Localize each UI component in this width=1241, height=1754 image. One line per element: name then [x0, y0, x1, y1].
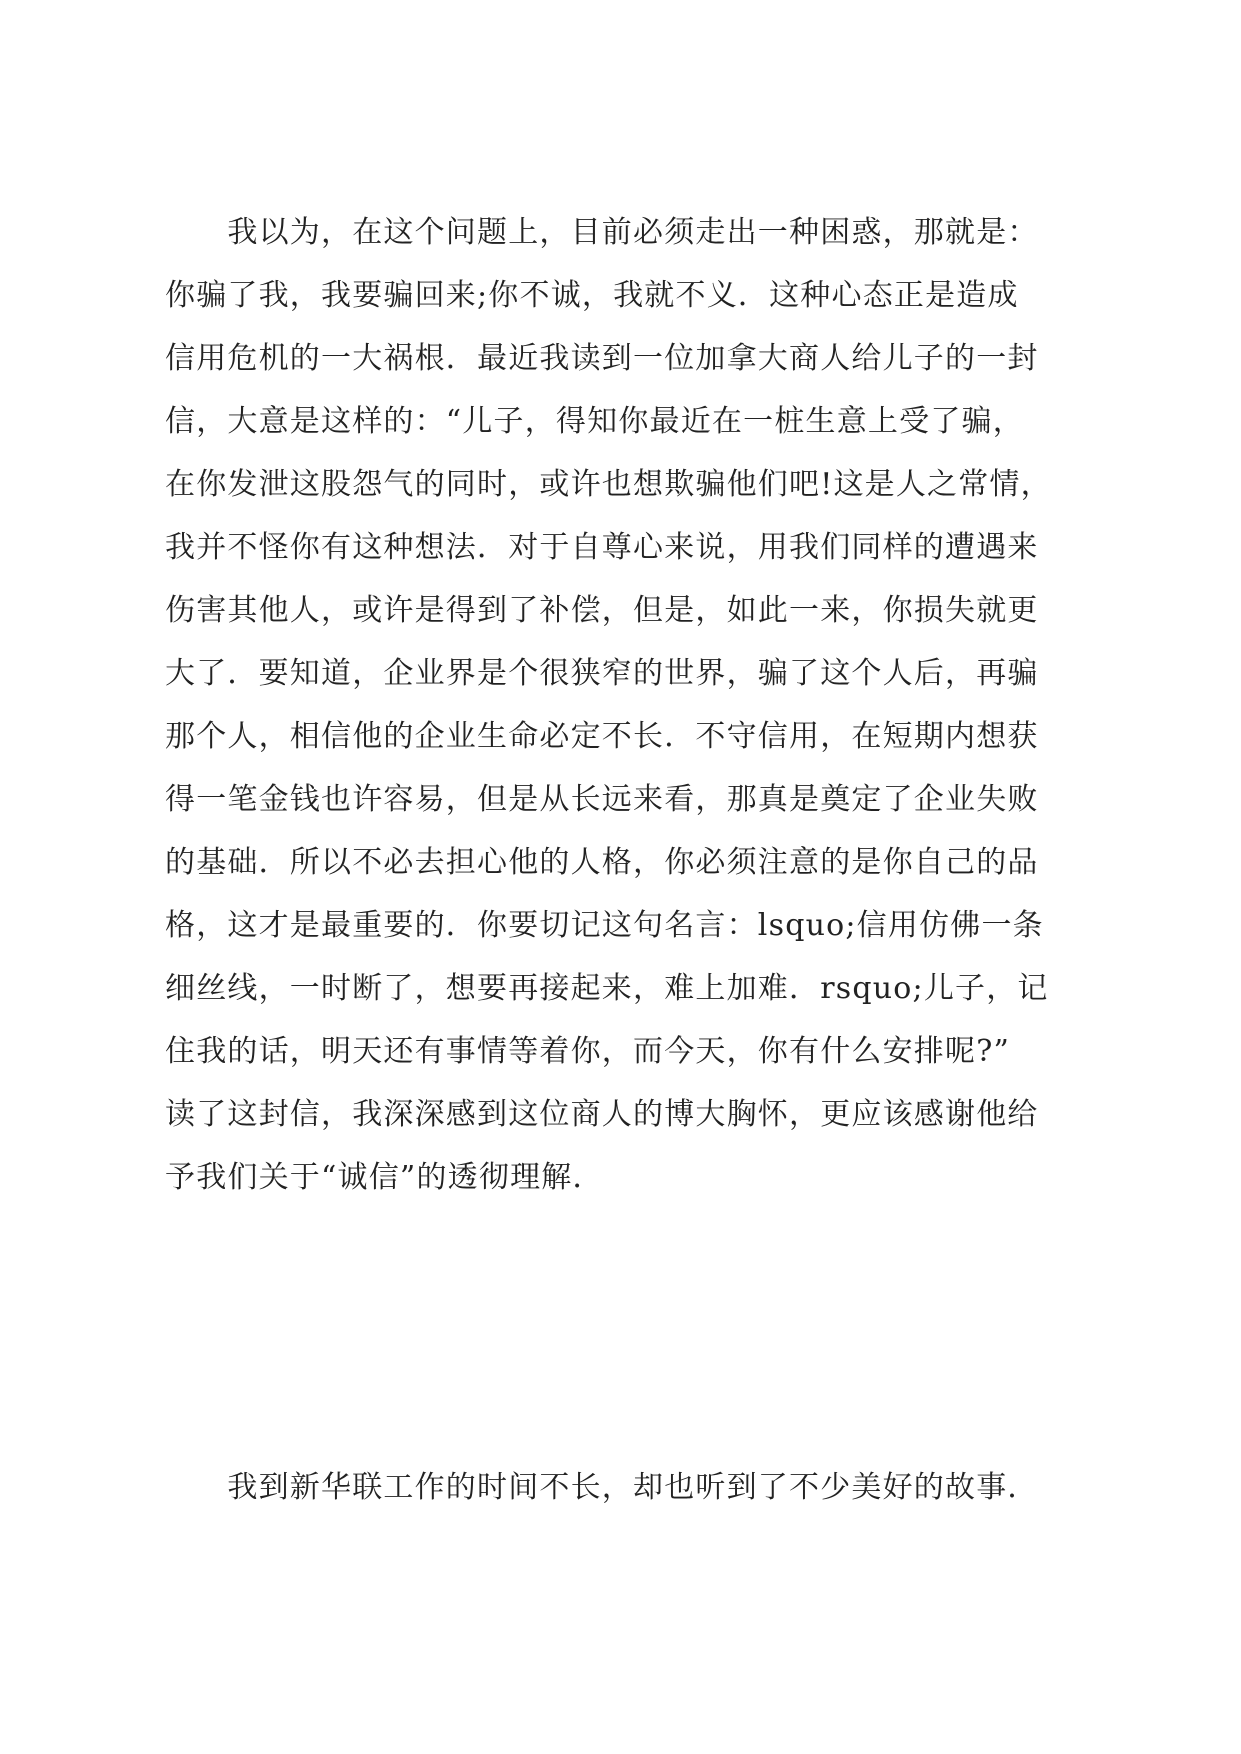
- paragraph-letter-quote: 我以为，在这个问题上，目前必须走出一种困惑，那就是： 你骗了我，我要骗回来;你不诚，我就不义．这种心态正是造成 信用危机的一大祸根．最近我读到一位加拿大商人给儿子的一封 信，大意是这样的：“儿子，得知你最近在一桩生意上受了骗， 在你发泄这股怨气的同时，或许也想欺骗他们吧!这是人之常情， 我并不怪你有这种想法．对于自尊心来说，用我们同样的遭遇来 伤害其他人，或许是得到了补偿，但是，如此一来，你损失就更 大了．要知道，企业界是个很狭窄的世界，骗了这个人后，再骗 那个人，相信他的企业生命必定不长．不守信用，在短期内想获 得一笔金钱也许容易，但是从长远来看，那真是奠定了企业失败 的基础．所以不必去担心他的人格，你必须注意的是你自己的品 格，这才是最重要的．你要切记这句名言：lsquo;信用仿佛一条 细丝线，一时断了，想要再接起来，难上加难．rsquo;儿子，记 住我的话，明天还有事情等着你，而今天，你有什么安排呢?” 读了这封信，我深深感到这位商人的博大胸怀，更应该感谢他给 予我们关于“诚信”的透彻理解．: [165, 215, 1052, 1195]
- paragraph-xinhualian: 我到新华联工作的时间不长，却也听到了不少美好的故事．: [165, 1470, 1039, 1505]
